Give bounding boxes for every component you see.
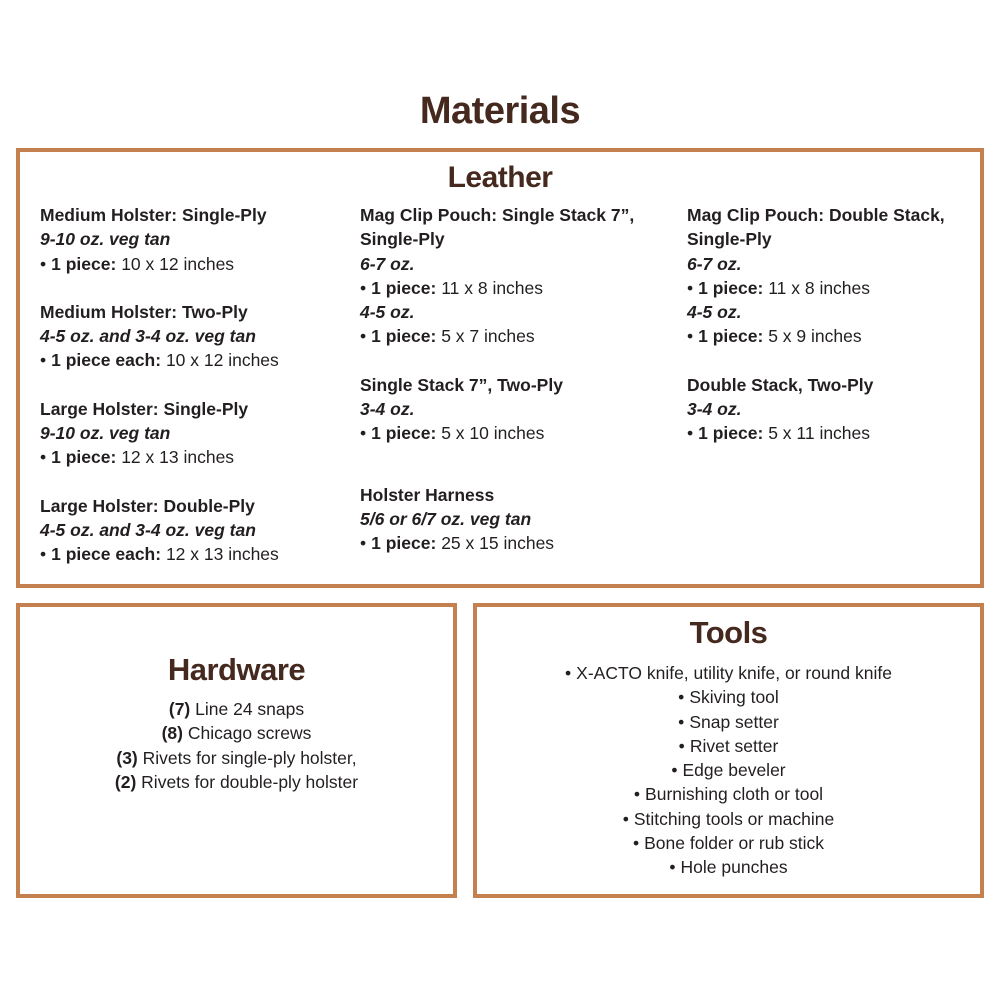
tool-item (477, 710, 980, 734)
leather-item (40, 300, 345, 373)
tool-item (477, 758, 980, 782)
piece-value: 5 x 10 inches (441, 423, 545, 444)
piece-label: 1 piece: (698, 326, 764, 347)
leather-item (40, 494, 345, 567)
item-weight: 4-5 oz. (687, 302, 742, 323)
item-weight: 4-5 oz. and 3-4 oz. veg tan (40, 519, 256, 540)
bullet-glyph: • (360, 423, 367, 444)
tool-item (477, 685, 980, 709)
tool-text: Burnishing cloth or tool (645, 784, 824, 805)
bullet-glyph: • (687, 423, 694, 444)
bullet-glyph: • (687, 277, 694, 298)
leather-item (40, 203, 345, 276)
bullet-glyph: • (687, 326, 694, 347)
tool-item (477, 661, 980, 685)
tool-text: Edge beveler (682, 760, 786, 781)
tools-section-box (473, 603, 984, 898)
hardware-count: (2) (114, 771, 137, 792)
item-weight: 5/6 or 6/7 oz. veg tan (360, 508, 532, 529)
hardware-heading: Hardware (167, 652, 306, 687)
bullet-glyph: • (360, 533, 367, 554)
leather-item (360, 483, 665, 556)
piece-value: 12 x 13 inches (121, 447, 235, 468)
bullet-glyph: • (678, 735, 685, 756)
piece-label: 1 piece: (51, 253, 117, 274)
leather-column-2 (360, 203, 665, 556)
bullet-glyph: • (678, 711, 685, 732)
item-weight: 9-10 oz. veg tan (40, 229, 171, 250)
tool-text: Snap setter (689, 711, 779, 732)
item-weight: 9-10 oz. veg tan (40, 423, 171, 444)
piece-value: 25 x 15 inches (441, 533, 555, 554)
piece-value: 5 x 11 inches (768, 423, 871, 444)
item-weight: 6-7 oz. (360, 253, 415, 274)
tool-item (477, 831, 980, 855)
item-weight: 4-5 oz. and 3-4 oz. veg tan (40, 326, 256, 347)
item-piece (687, 324, 980, 348)
item-piece (687, 421, 980, 445)
item-piece (40, 445, 345, 469)
hardware-item (20, 697, 453, 721)
item-weight: 3-4 oz. (360, 399, 415, 420)
bullet-glyph: • (360, 326, 367, 347)
hardware-section-box (16, 603, 457, 898)
tool-item (477, 782, 980, 806)
bullet-glyph: • (632, 833, 640, 854)
leather-item (40, 397, 345, 470)
piece-label: 1 piece: (371, 423, 437, 444)
bullet-glyph: • (633, 784, 641, 805)
bullet-glyph: • (678, 687, 685, 708)
page-title: Materials (419, 90, 581, 132)
tool-text: Rivet setter (689, 735, 779, 756)
bullet-glyph: • (40, 253, 47, 274)
bullet-glyph: • (40, 544, 47, 565)
item-weight: 4-5 oz. (360, 302, 415, 323)
tools-heading: Tools (689, 615, 768, 650)
piece-label: 1 piece each: (51, 544, 162, 565)
item-title: Single Stack 7”, Two-Ply (360, 374, 563, 395)
item-piece (360, 324, 665, 348)
hardware-count: (8) (161, 723, 183, 744)
bullet-glyph: • (565, 663, 572, 683)
piece-value: 5 x 9 inches (768, 326, 862, 347)
hardware-text: Rivets for double-ply holster (141, 771, 359, 792)
piece-label: 1 piece: (698, 277, 764, 298)
bullet-glyph: • (40, 447, 47, 468)
item-piece (40, 542, 345, 566)
item-piece (360, 276, 665, 300)
hardware-item (20, 746, 453, 770)
piece-value: 11 x 8 inches (441, 277, 544, 298)
piece-value: 10 x 12 inches (165, 350, 279, 371)
item-weight: 3-4 oz. (687, 399, 742, 420)
bullet-glyph: • (622, 808, 629, 829)
bullet-glyph: • (40, 350, 47, 371)
bullet-glyph: • (671, 760, 678, 781)
item-title: Double Stack, Two-Ply (687, 374, 874, 395)
leather-item (360, 373, 665, 446)
leather-column-1 (40, 203, 345, 567)
tool-text: Hole punches (680, 857, 788, 878)
hardware-item (20, 721, 453, 745)
item-title: Medium Holster: Two-Ply (40, 301, 248, 322)
tool-item (477, 734, 980, 758)
hardware-count: (7) (168, 699, 191, 719)
item-title: Mag Clip Pouch: Single Stack 7”, Single-Ply (360, 205, 635, 250)
piece-label: 1 piece each: (51, 350, 162, 371)
item-title: Large Holster: Double-Ply (40, 495, 255, 516)
item-piece (360, 531, 665, 555)
piece-label: 1 piece: (371, 277, 437, 298)
hardware-text: Rivets for single-ply holster, (142, 747, 357, 768)
piece-label: 1 piece: (698, 423, 764, 444)
tool-text: Skiving tool (689, 687, 779, 708)
leather-item (687, 373, 980, 446)
leather-item (360, 203, 665, 349)
tool-item (477, 855, 980, 879)
piece-value: 5 x 7 inches (441, 326, 535, 347)
tool-text: X-ACTO knife, utility knife, or round knife (576, 663, 892, 683)
hardware-list (20, 697, 453, 794)
hardware-item (20, 770, 453, 794)
leather-heading: Leather (447, 161, 553, 194)
item-piece (40, 348, 345, 372)
item-piece (40, 252, 345, 276)
item-piece (687, 276, 980, 300)
item-title: Medium Holster: Single-Ply (40, 205, 267, 225)
tool-text: Stitching tools or machine (633, 808, 835, 829)
item-piece (360, 421, 665, 445)
piece-label: 1 piece: (371, 533, 437, 554)
leather-column-3 (687, 203, 980, 446)
bullet-glyph: • (360, 277, 367, 298)
tools-list (477, 661, 980, 880)
item-title: Holster Harness (360, 484, 495, 505)
item-weight: 6-7 oz. (687, 253, 742, 274)
tool-text: Bone folder or rub stick (644, 833, 825, 854)
piece-value: 12 x 13 inches (165, 544, 279, 565)
hardware-text: Chicago screws (187, 723, 312, 744)
piece-label: 1 piece: (51, 447, 117, 468)
piece-value: 11 x 8 inches (768, 277, 871, 298)
leather-item (687, 203, 980, 349)
piece-label: 1 piece: (371, 326, 437, 347)
tool-item (477, 807, 980, 831)
hardware-text: Line 24 snaps (195, 699, 305, 719)
hardware-count: (3) (116, 747, 138, 768)
piece-value: 10 x 12 inches (121, 253, 235, 274)
item-title: Mag Clip Pouch: Double Stack, Single-Ply (687, 205, 945, 250)
bullet-glyph: • (669, 857, 676, 878)
item-title: Large Holster: Single-Ply (40, 398, 249, 419)
